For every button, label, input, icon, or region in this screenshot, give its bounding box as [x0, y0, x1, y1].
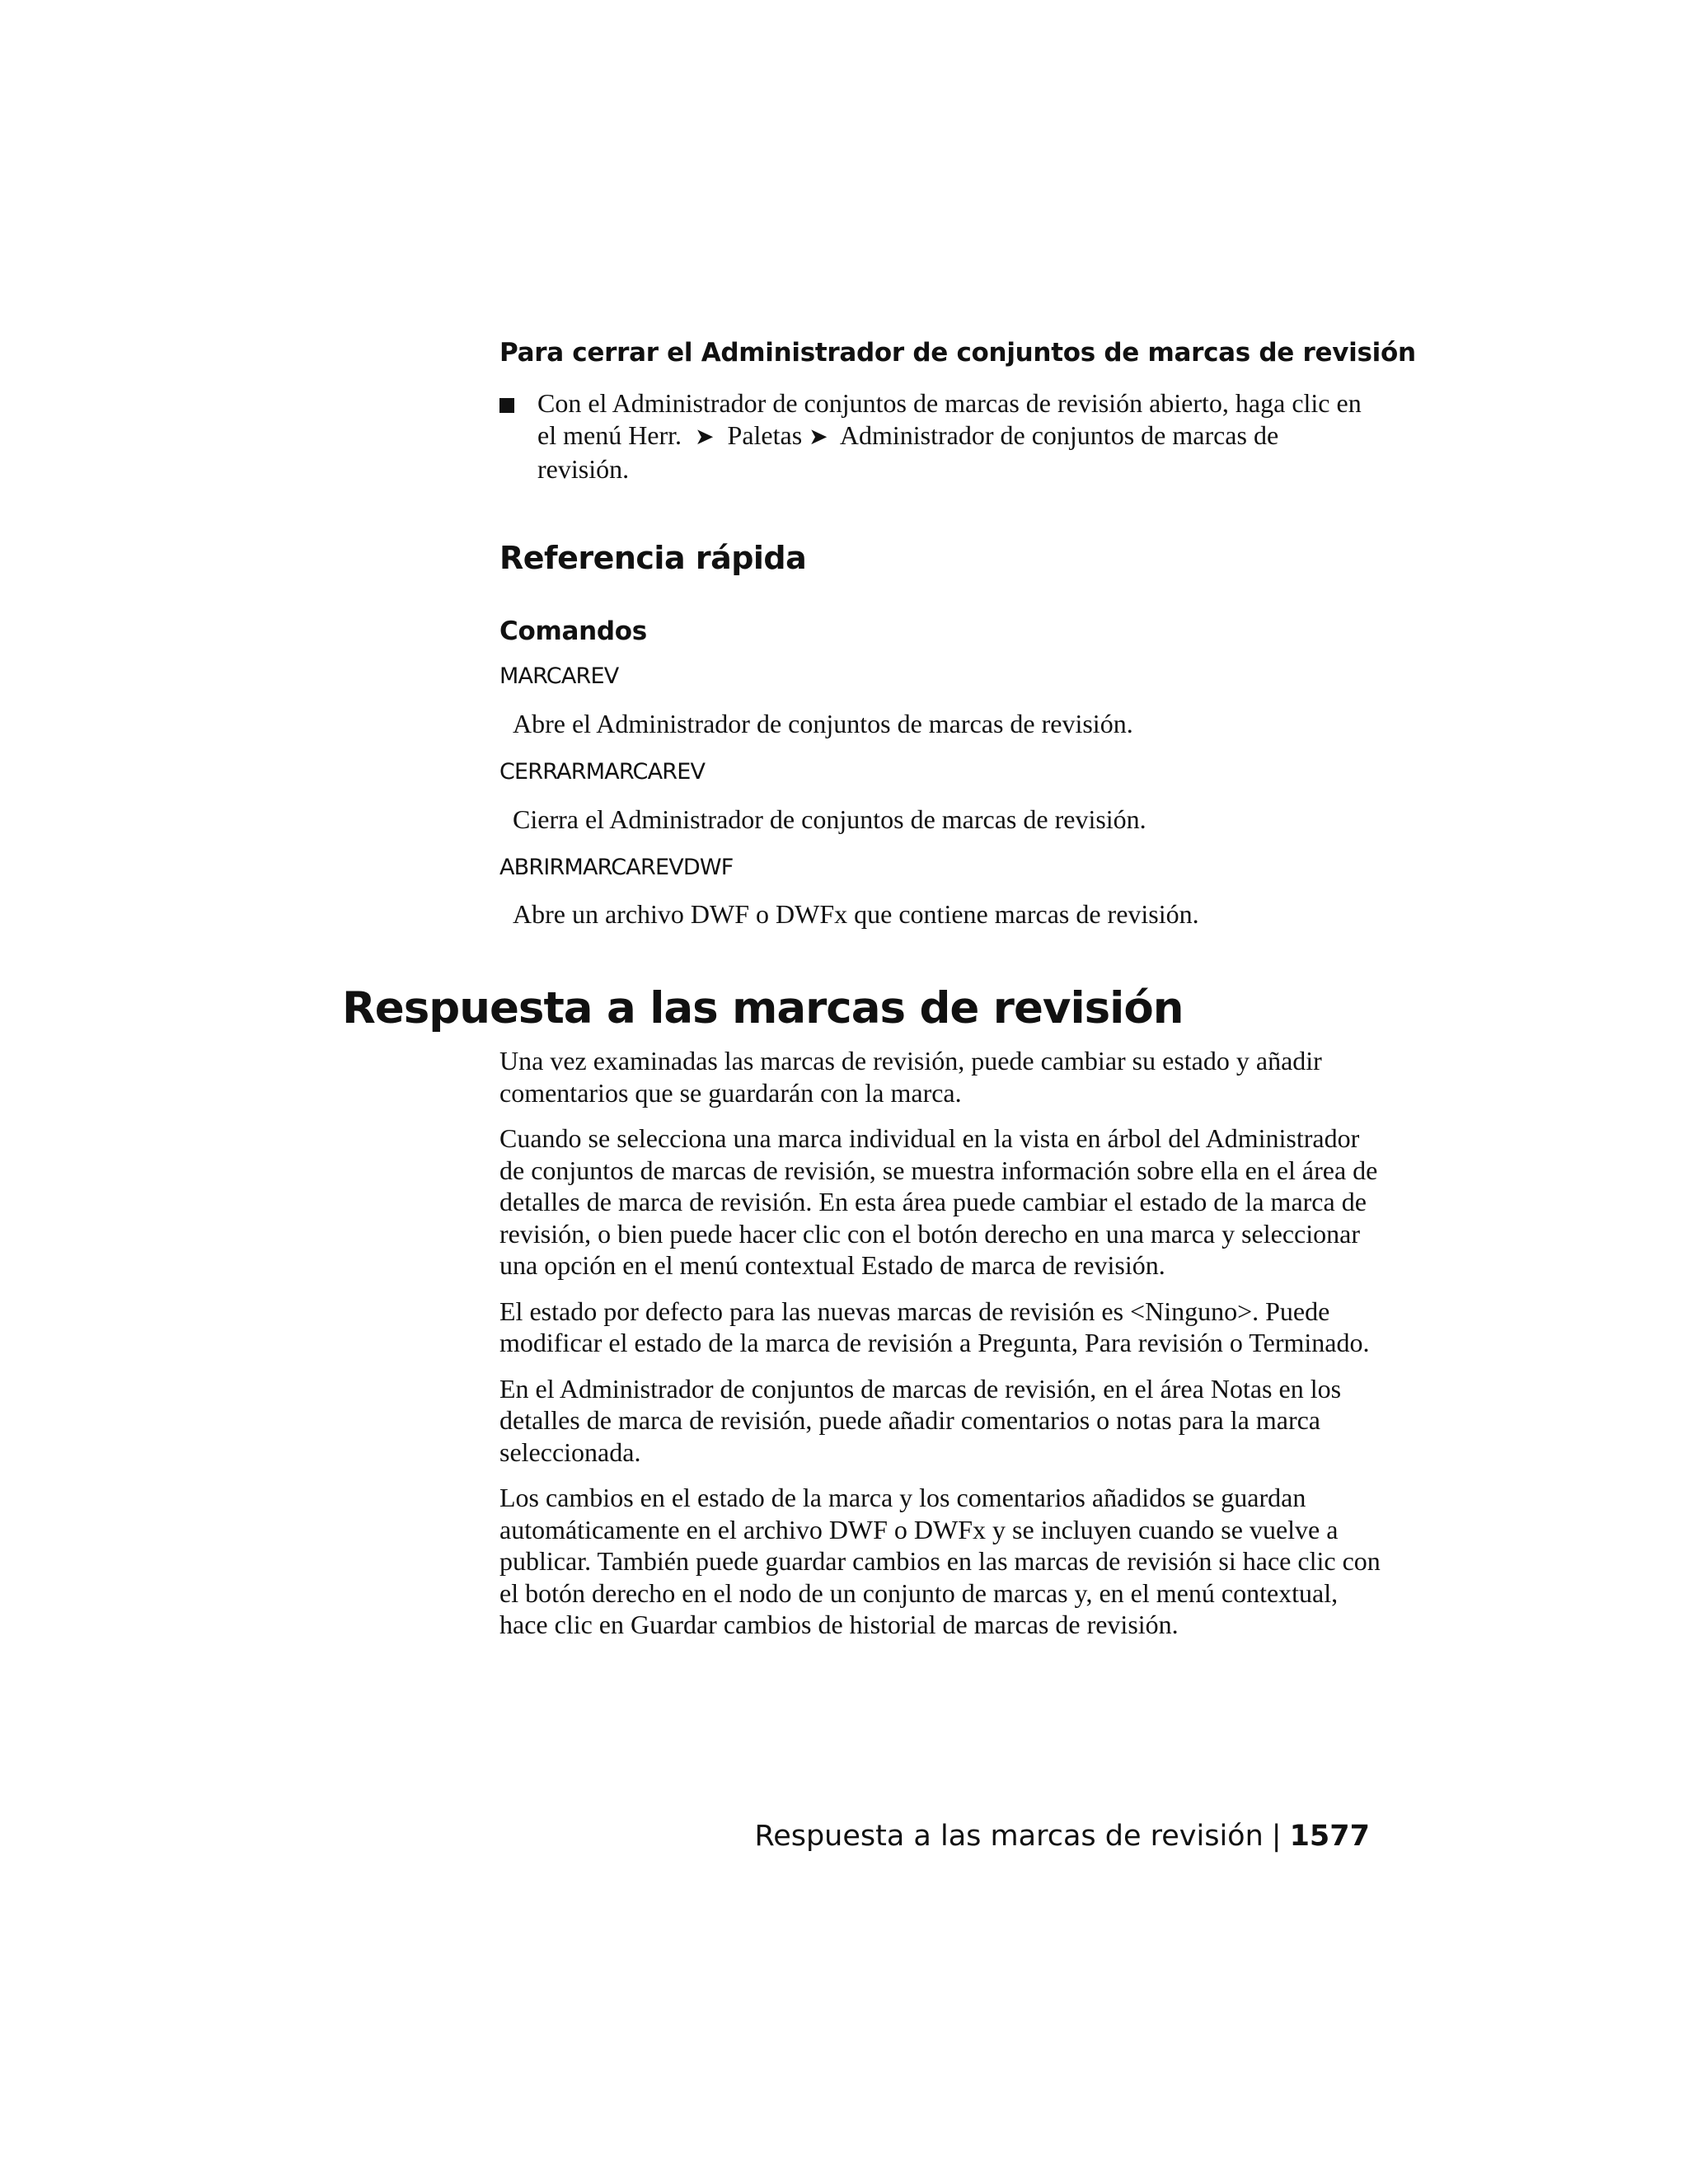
arrow-right-icon: ➤: [809, 424, 828, 450]
section-heading: Respuesta a las marcas de revisión: [342, 983, 1184, 1033]
body-paragraph: Cuando se selecciona una marca individual en la vista en árbol del Administrador de conjuntos de marcas de revisión, se muestra información sobre ella en el área de detalles de marca de revisión. En esta área puede cambiar el estado de la marca de revisión, o bien puede hacer clic con el botón derecho en una marca y seleccionar una opción en el menú contextual Estado de marca de revisión.: [499, 1123, 1378, 1280]
procedure-title: Para cerrar el Administrador de conjuntos de marcas de revisión: [499, 338, 1416, 368]
body-paragraph: En el Administrador de conjuntos de marcas de revisión, en el área Notas en los detalles de marca de revisión, puede añadir comentarios o notas para la marca seleccionada.: [499, 1373, 1342, 1467]
footer-separator: |: [1271, 1820, 1282, 1853]
page-number: 1577: [1289, 1820, 1370, 1853]
footer-title: Respuesta a las marcas de revisión: [754, 1820, 1264, 1853]
quick-reference-heading: Referencia rápida: [499, 540, 807, 576]
step-text-part-1: Con el Administrador de conjuntos de marcas de revisión abierto, haga clic en el menú Herr.: [537, 388, 1362, 450]
arrow-right-icon: ➤: [695, 424, 715, 450]
page-footer: [754, 1820, 1370, 1853]
commands-heading: Comandos: [499, 616, 647, 646]
command-name: ABRIRMARCAREVDWF: [499, 855, 734, 880]
step-text-part-3: Administrador de conjuntos de marcas de revisión.: [537, 420, 1279, 484]
square-bullet-icon: [499, 398, 514, 413]
procedure-step-text: [537, 387, 1373, 485]
command-description: Abre el Administrador de conjuntos de marcas de revisión.: [513, 709, 1133, 738]
command-name: CERRARMARCAREV: [499, 759, 706, 785]
body-paragraph: Los cambios en el estado de la marca y los comentarios añadidos se guardan automáticamente en el archivo DWF o DWFx y se incluyen cuando se vuelve a publicar. También puede guardar cambios en las marcas de revisión si hace clic con el botón derecho en el nodo de un conjunto de marcas y, en el menú contextual, hace clic en Guardar cambios de historial de marcas de revisión.: [499, 1483, 1381, 1639]
body-paragraph: El estado por defecto para las nuevas marcas de revisión es <Ninguno>. Puede modificar el estado de la marca de revisión a Pregunta, Para revisión o Terminado.: [499, 1296, 1370, 1357]
command-name: MARCAREV: [499, 663, 619, 689]
body-paragraph: Una vez examinadas las marcas de revisión, puede cambiar su estado y añadir comentarios que se guardarán con la marca.: [499, 1046, 1322, 1108]
procedure-step: [499, 387, 1373, 485]
command-description: Abre un archivo DWF o DWFx que contiene marcas de revisión.: [513, 899, 1199, 929]
section-body: [499, 1045, 1381, 1655]
step-text-part-2: Paletas: [727, 420, 803, 450]
command-description: Cierra el Administrador de conjuntos de marcas de revisión.: [513, 804, 1146, 834]
